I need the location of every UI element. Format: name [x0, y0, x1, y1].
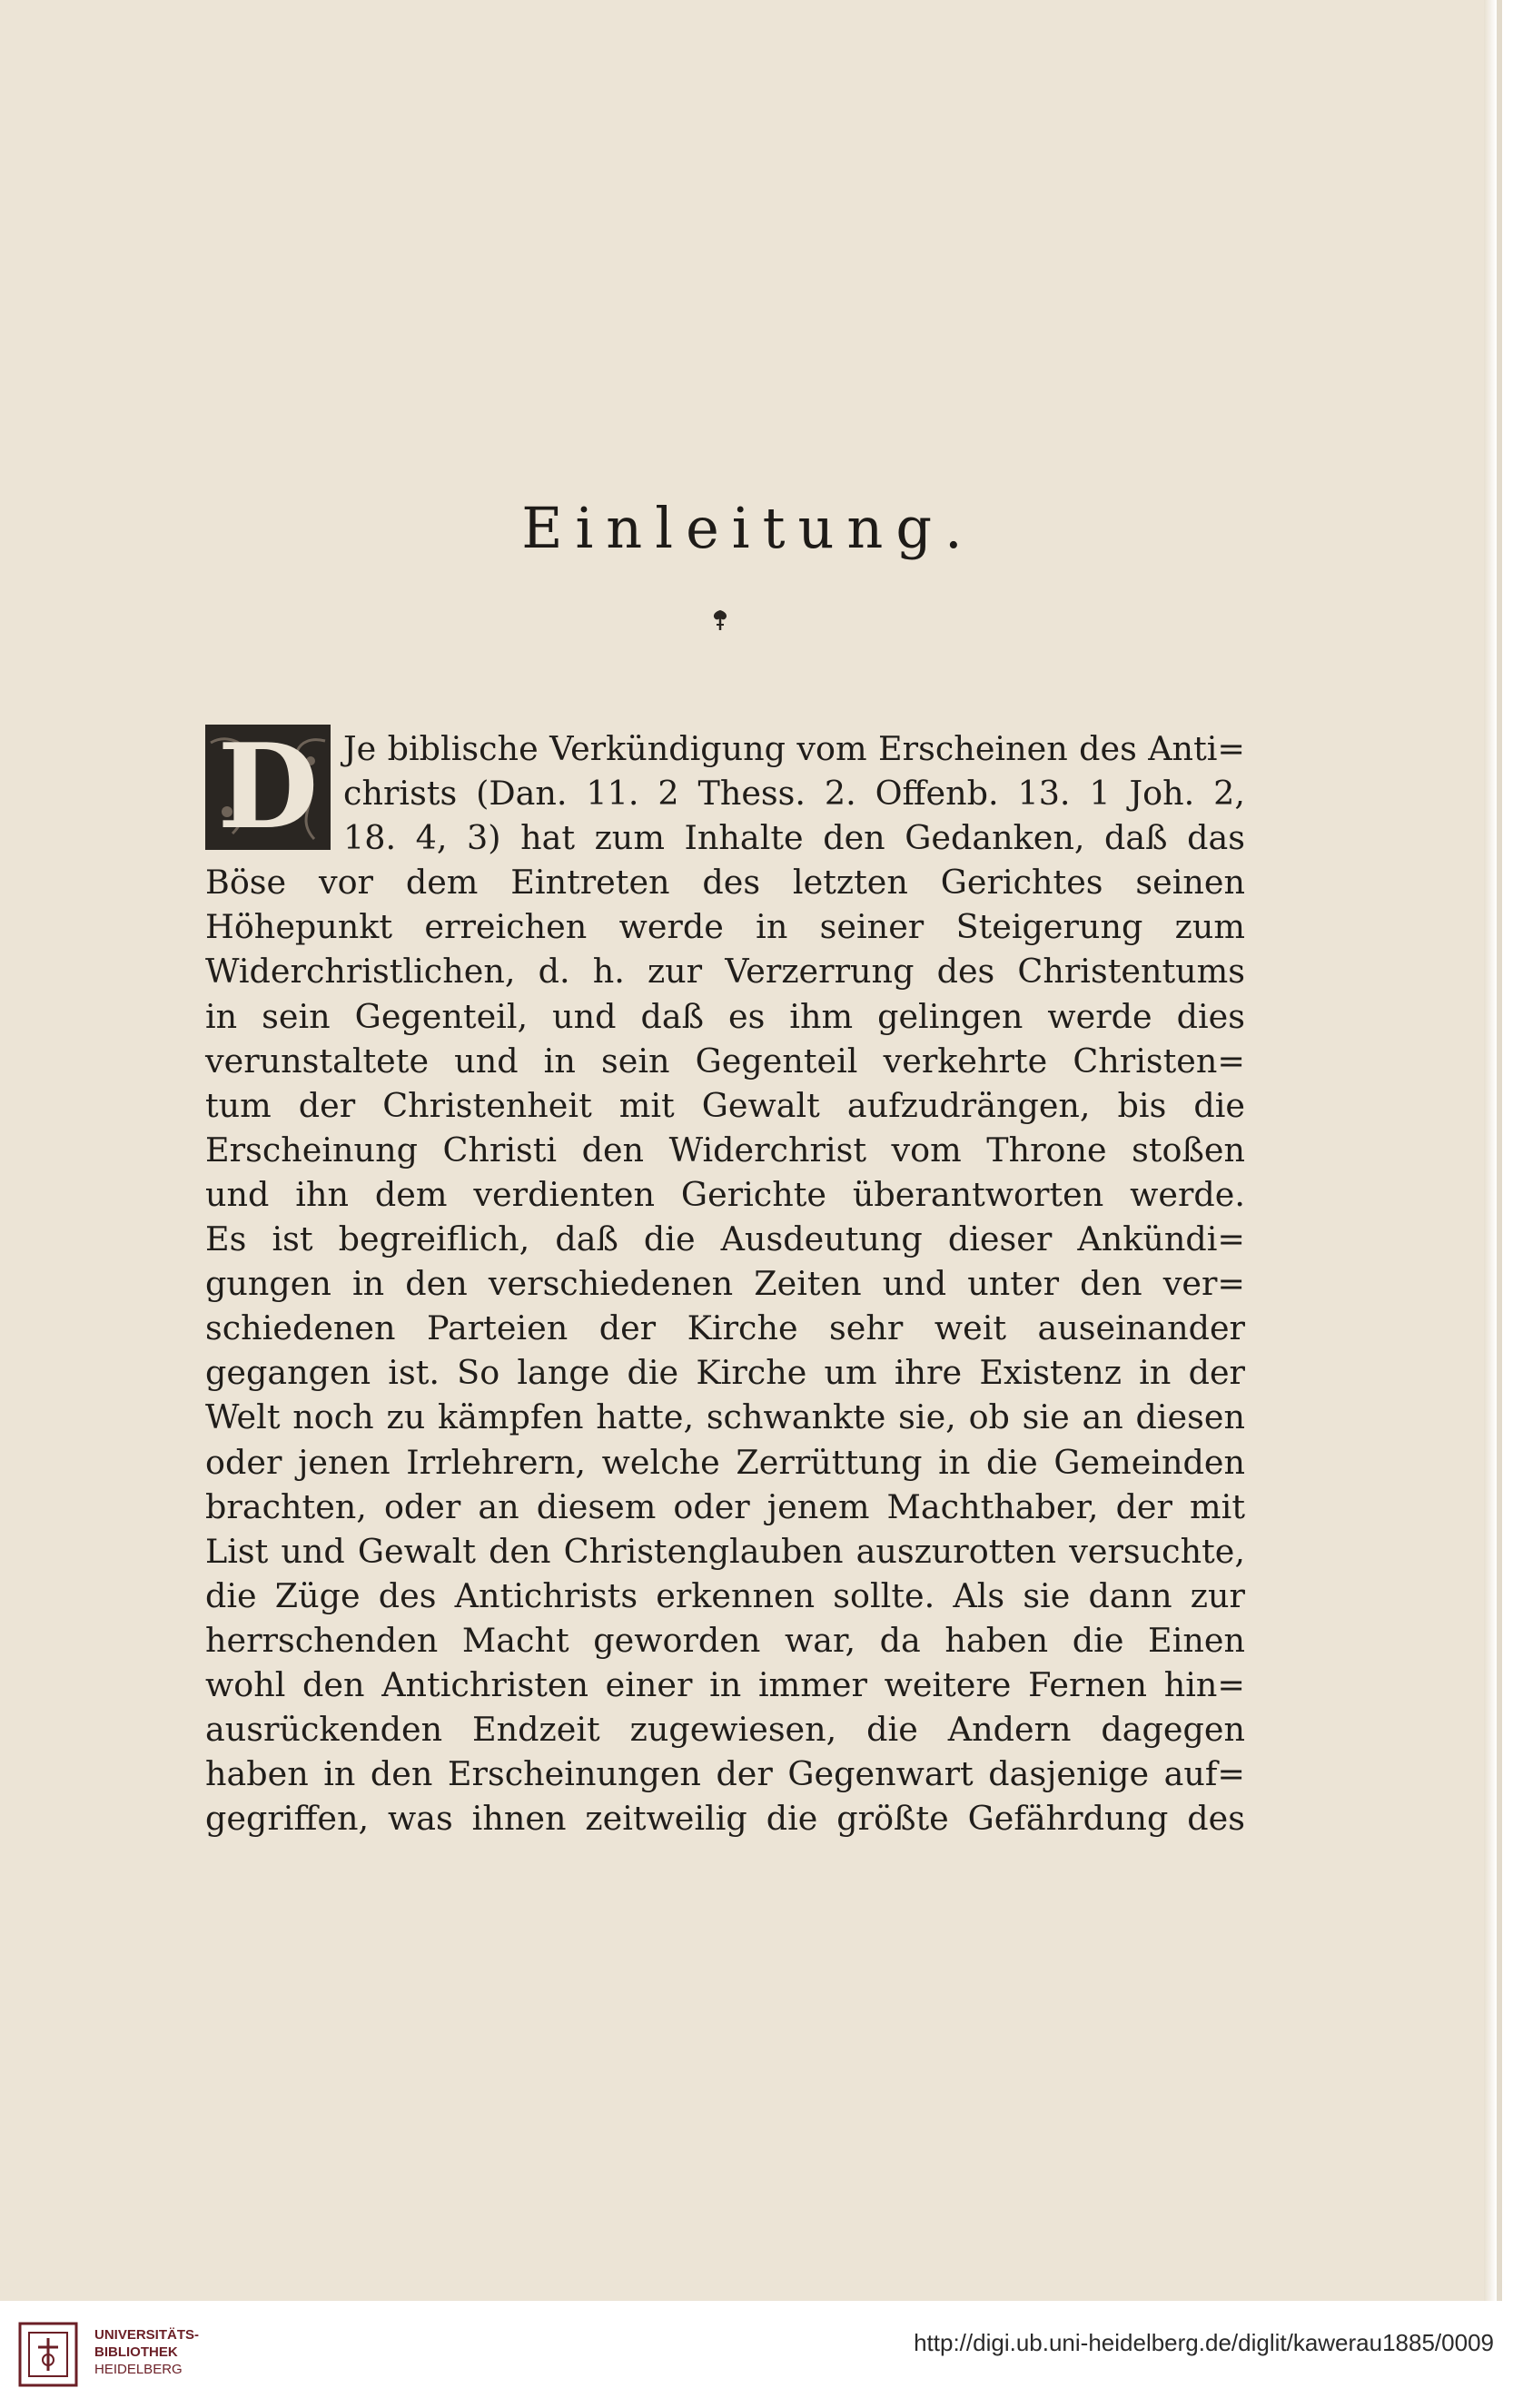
- text-line: in sein Gegenteil, und daß es ihm gelingen werde dies: [205, 996, 1245, 1036]
- chapter-title: Einleitung.: [521, 495, 975, 561]
- text-line: Erscheinung Christi den Widerchrist vom Throne stoßen: [205, 1130, 1245, 1169]
- text-line: und ihn dem verdienten Gerichte überantworten werde.: [205, 1174, 1245, 1214]
- text-line: schiedenen Parteien der Kirche sehr weit auseinander: [205, 1308, 1245, 1348]
- text-line: oder jenen Irrlehrern, welche Zerrüttung in die Gemeinden: [205, 1442, 1245, 1482]
- text-line: die Züge des Antichrists erkennen sollte. Als sie dann zur: [205, 1575, 1245, 1615]
- text-line: verunstaltete und in sein Gegenteil verkehrte Christen=: [205, 1041, 1245, 1081]
- text-line: Böse vor dem Eintreten des letzten Gerichtes seinen: [205, 863, 1245, 903]
- logo-line: HEIDELBERG: [94, 2362, 183, 2377]
- page-edge: [1484, 0, 1497, 2301]
- text-line: Je biblische Verkündigung vom Erscheinen des Anti=: [343, 729, 1245, 768]
- library-logo-text: [94, 2326, 199, 2378]
- text-line: wohl den Antichristen einer in immer weitere Fernen hin=: [205, 1664, 1245, 1704]
- university-seal-icon: [16, 2320, 80, 2389]
- initial-letter: D: [217, 725, 319, 850]
- text-line: ausrückenden Endzeit zugewiesen, die Andern dagegen: [205, 1710, 1245, 1750]
- text-line: haben in den Erscheinungen der Gegenwart dasjenige auf=: [205, 1754, 1245, 1794]
- text-line: gegangen ist. So lange die Kirche um ihre Existenz in der: [205, 1353, 1245, 1393]
- logo-line: BIBLIOTHEK: [94, 2344, 178, 2360]
- fleuron-icon: [710, 608, 730, 632]
- text-line: brachten, oder an diesem oder jenem Machthaber, der mit: [205, 1486, 1245, 1526]
- body-paragraph: [205, 726, 1245, 1841]
- logo-line: UNIVERSITÄTS-: [94, 2327, 200, 2343]
- text-line: List und Gewalt den Christenglauben auszurotten versuchte,: [205, 1531, 1245, 1571]
- text-line: 18. 4, 3) hat zum Inhalte den Gedanken, daß das: [343, 818, 1245, 858]
- text-line: Widerchristlichen, d. h. zur Verzerrung des Christentums: [205, 952, 1245, 992]
- text-line: christs (Dan. 11. 2 Thess. 2. Offenb. 13. 1 Joh. 2,: [343, 774, 1245, 814]
- text-line: Es ist begreiflich, daß die Ausdeutung dieser Ankündi=: [205, 1219, 1245, 1259]
- text-line: tum der Christenheit mit Gewalt aufzudrängen, bis die: [205, 1085, 1245, 1125]
- permalink-url[interactable]: http://digi.ub.uni-heidelberg.de/diglit/kawerau1885/0009: [914, 2329, 1494, 2356]
- text-line: gungen in den verschiedenen Zeiten und unter den ver=: [205, 1264, 1245, 1304]
- text-line: gegriffen, was ihnen zeitweilig die größte Gefährdung des: [205, 1799, 1245, 1839]
- text-line: Welt noch zu kämpfen hatte, schwankte sie, ob sie an diesen: [205, 1397, 1245, 1437]
- text-line: herrschenden Macht geworden war, da haben die Einen: [205, 1620, 1245, 1660]
- text-line: Höhepunkt erreichen werde in seiner Steigerung zum: [205, 907, 1245, 947]
